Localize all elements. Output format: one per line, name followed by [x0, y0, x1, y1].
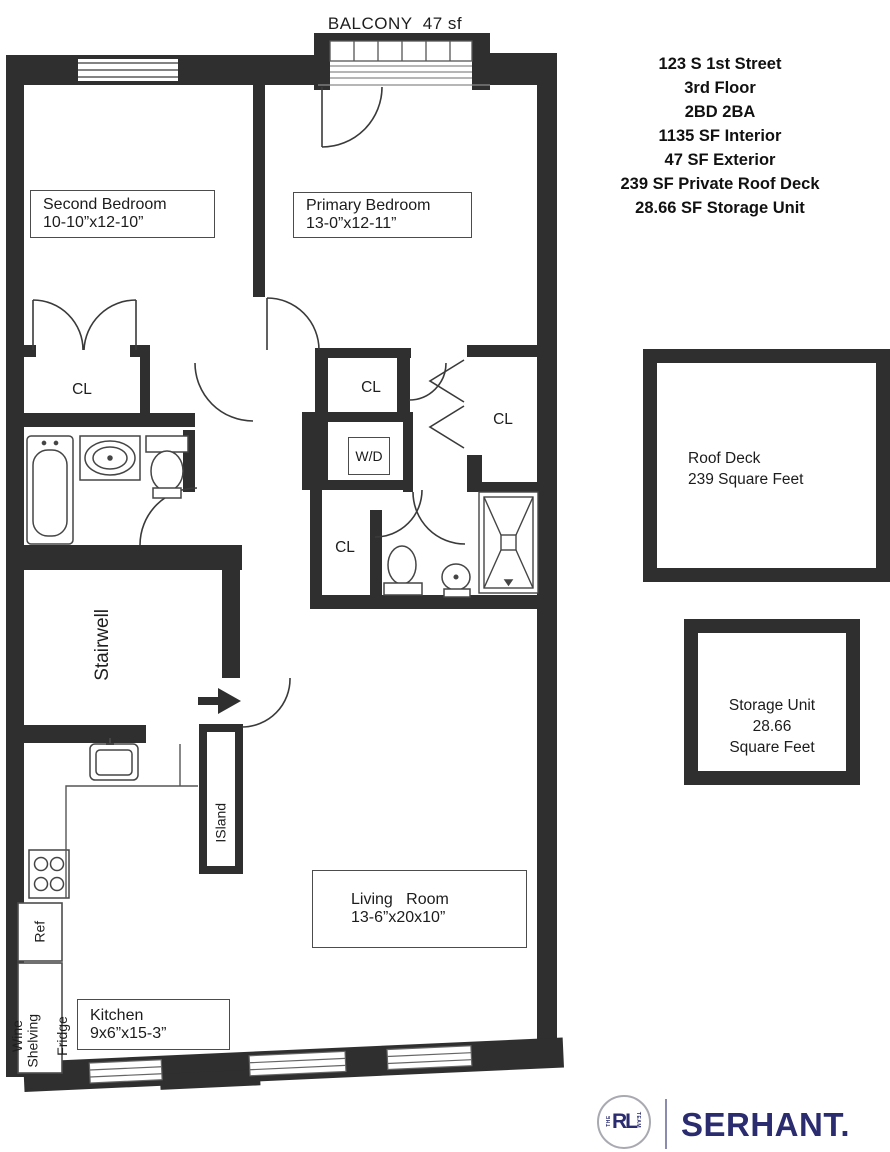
roof-deck-area: 239 Square Feet — [688, 471, 804, 488]
listing-interior: 1135 SF Interior — [658, 127, 782, 145]
wine-fridge-line2: Fridge — [54, 1016, 70, 1056]
storage-unit-label — [697, 695, 847, 758]
shower-icon — [479, 492, 538, 593]
stairwell-label: Stairwell — [92, 608, 114, 681]
closet-label-primary: CL — [493, 411, 513, 428]
second-bedroom-dims: 10-10”x12-10” — [43, 214, 144, 231]
logo-divider — [665, 1099, 667, 1149]
closet-label-lower: CL — [335, 539, 355, 556]
listing-info — [588, 52, 852, 220]
bathroom2-toilet-icon — [384, 546, 422, 595]
roof-deck-label — [688, 448, 803, 490]
second-bedroom-label — [30, 190, 215, 238]
balcony-label: BALCONY 47 sf — [327, 14, 463, 33]
washer-dryer-label: W/D — [355, 448, 383, 464]
bathroom2-sink-icon — [442, 564, 470, 597]
storage-unit-unit: Square Feet — [729, 739, 815, 756]
bathroom1-toilet-icon — [146, 436, 188, 498]
entry-arrow-icon — [198, 688, 241, 714]
listing-storage: 28.66 SF Storage Unit — [635, 199, 805, 217]
living-room-dims: 13-6”x20x10” — [351, 909, 446, 926]
fridge-label: Ref — [31, 920, 48, 943]
team-word-the: THE — [605, 1115, 612, 1127]
storage-unit-value: 28.66 — [752, 718, 792, 735]
bathtub-icon — [27, 436, 73, 544]
washer-dryer-label-box — [348, 437, 390, 475]
window-top — [78, 59, 178, 81]
team-word-team: TEAM — [634, 1111, 641, 1129]
wine-fridge-line1: Wine — [9, 1020, 25, 1052]
closet-label-hall: CL — [361, 379, 381, 396]
primary-bedroom-label — [293, 192, 472, 238]
kitchen-dims: 9x6”x15-3” — [90, 1024, 167, 1042]
listing-bedbath: 2BD 2BA — [684, 103, 756, 121]
listing-exterior: 47 SF Exterior — [664, 151, 776, 169]
listing-roofdeck: 239 SF Private Roof Deck — [620, 175, 820, 193]
bathroom1-sink-icon — [80, 436, 140, 480]
living-room-name: Living Room — [351, 891, 449, 908]
kitchen-name: Kitchen — [90, 1006, 144, 1024]
listing-address: 123 S 1st Street — [658, 55, 782, 73]
second-bedroom-name: Second Bedroom — [43, 196, 167, 213]
primary-bedroom-name: Primary Bedroom — [306, 197, 431, 214]
kitchen-sink-icon — [90, 738, 138, 780]
roof-deck-name: Roof Deck — [688, 450, 761, 467]
balcony-railing — [318, 41, 490, 85]
closet-label-bedroom2: CL — [72, 381, 92, 398]
team-monogram: RL — [612, 1110, 636, 1133]
brokerage-logo: SERHANT. — [681, 1106, 851, 1143]
primary-bedroom-dims: 13-0”x12-11” — [306, 215, 397, 232]
living-room-label-box — [312, 870, 527, 948]
team-logo — [597, 1095, 651, 1149]
island-label: ISland — [212, 802, 229, 843]
shelving-label: Shelving — [24, 1013, 41, 1068]
storage-unit-name: Storage Unit — [728, 697, 816, 714]
listing-floor: 3rd Floor — [684, 79, 756, 97]
kitchen-label-box — [77, 999, 230, 1050]
